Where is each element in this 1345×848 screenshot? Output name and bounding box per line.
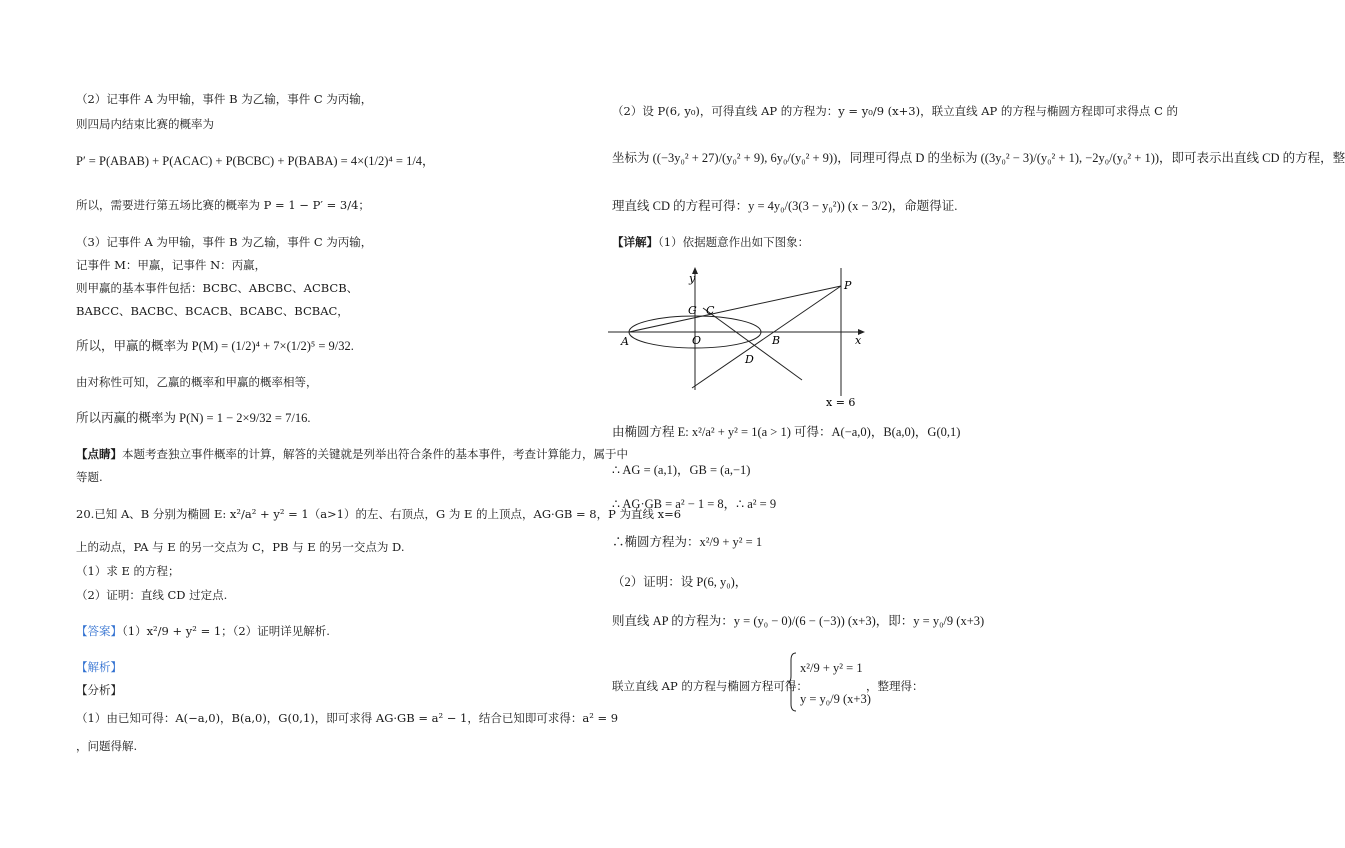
left-line-1: （2）记事件 A 为甲输，事件 B 为乙输，事件 C 为丙输，	[76, 92, 373, 106]
answer-line	[76, 623, 330, 639]
left-line-2: 则四局内结束比赛的概率为	[76, 117, 214, 131]
left-line-17: （2）证明：直线 CD 过定点.	[76, 588, 228, 602]
left-line-20: 【分析】	[76, 683, 122, 697]
label-b: B	[772, 334, 781, 347]
right-line-9: （2）证明：设 P(6, y₀)，	[612, 575, 748, 589]
system-eq-1: x²/9 + y² = 1	[800, 661, 863, 675]
left-line-4: 所以，需要进行第五场比赛的概率为 P = 1 − P′ = 3/4；	[76, 198, 370, 212]
label-line-x6: x = 6	[826, 396, 856, 409]
answer-tag: 【答案】	[76, 624, 122, 638]
detail-line	[612, 234, 809, 250]
line-pb	[692, 286, 841, 388]
left-comment-line	[76, 446, 628, 462]
label-a: A	[621, 335, 629, 348]
line-ap	[629, 286, 841, 332]
right-line-7: ∴ AG·GB = a² − 1 = 8，∴ a² = 9	[612, 497, 777, 511]
label-o: O	[692, 334, 702, 347]
system-brace-icon	[788, 652, 798, 712]
left-formula-pn: 所以丙赢的概率为 P(N) = 1 − 2×9/32 = 7/16.	[76, 411, 311, 425]
right-line-6: ∴ AG = (a,1)，GB = (a,−1)	[612, 463, 751, 477]
detail-text: （1）依据题意作出如下图象：	[658, 235, 810, 249]
label-x: x	[855, 334, 862, 347]
label-p: P	[844, 279, 852, 292]
left-line-13: 等题.	[76, 470, 103, 484]
right-line-cd: 理直线 CD 的方程可得：y = 4y₀/(3(3 − y₀²)) (x − 3/2)，命题得证.	[612, 199, 958, 213]
label-d: D	[745, 353, 754, 366]
label-c: C	[706, 304, 715, 317]
right-line-1: （2）设 P(6, y₀)，可得直线 AP 的方程为：y = y₀/9 (x+3)，联立直线 AP 的方程与椭圆方程即可求得点 C 的	[612, 104, 1179, 118]
ellipse-figure	[608, 268, 874, 410]
right-line-11: 联立直线 AP 的方程与椭圆方程可得：	[612, 679, 808, 693]
left-line-16: （1）求 E 的方程；	[76, 564, 180, 578]
left-line-10: 由对称性可知，乙赢的概率和甲赢的概率相等，	[76, 375, 318, 389]
system-eq-2: y = y₀/9 (x+3)	[800, 692, 871, 706]
line-cd	[703, 308, 802, 380]
right-line-11-end: ，整理得：	[866, 679, 924, 693]
answer-text: （1）x²/9 + y² = 1；（2）证明详见解析.	[122, 624, 330, 638]
right-line-5: 由椭圆方程 E: x²/a² + y² = 1(a > 1) 可得：A(−a,0)，B(a,0)，G(0,1)	[612, 425, 961, 439]
left-line-5: （3）记事件 A 为甲输，事件 B 为乙输，事件 C 为丙输，	[76, 235, 373, 249]
left-line-6: 记事件 M：甲赢，记事件 N：丙赢，	[76, 258, 267, 272]
comment-tag: 【点睛】	[76, 447, 122, 461]
right-line-10: 则直线 AP 的方程为：y = (y₀ − 0)/(6 − (−3)) (x+3)，即：y = y₀/9 (x+3)	[612, 614, 985, 628]
left-line-15: 上的动点，PA 与 E 的另一交点为 C，PB 与 E 的另一交点为 D.	[76, 540, 405, 554]
analysis-tag: 【解析】	[76, 660, 122, 674]
comment-text: 本题考查独立事件概率的计算，解答的关键就是列举出符合条件的基本事件，考查计算能力，属于中	[122, 447, 628, 461]
label-g: G	[688, 304, 697, 317]
problem-20-stem: 20.已知 A、B 分别为椭圆 E: x²/a² + y² = 1（a>1）的左、右顶点，G 为 E 的上顶点，AG·GB = 8，P 为直线 x=6	[76, 507, 682, 521]
left-line-7: 则甲赢的基本事件包括：BCBC、ABCBC、ACBCB、	[76, 281, 359, 295]
right-coords-c-d: 坐标为 ((−3y₀² + 27)/(y₀² + 9), 6y₀/(y₀² + 9))，同理可得点 D 的坐标为 ((3y₀² − 3)/(y₀² + 1), −2y₀/(y₀² + 1))，即可表示出直线 CD 的方程，整	[612, 151, 1345, 165]
left-formula-p-prime: P′ = P(ABAB) + P(ACAC) + P(BCBC) + P(BABA) = 4×(1/2)⁴ = 1/4，	[76, 154, 435, 168]
right-line-8: ∴椭圆方程为：x²/9 + y² = 1	[612, 535, 763, 549]
detail-tag: 【详解】	[612, 235, 658, 249]
left-line-8: BABCC、BACBC、BCACB、BCABC、BCBAC，	[76, 304, 349, 318]
left-formula-pm: 所以，甲赢的概率为 P(M) = (1/2)⁴ + 7×(1/2)⁵ = 9/32.	[76, 339, 354, 353]
left-line-21: （1）由已知可得：A(−a,0)，B(a,0)，G(0,1)，即可求得 AG·GB = a² − 1，结合已知即可求得：a² = 9	[76, 711, 619, 725]
left-line-22: ，问题得解.	[76, 739, 138, 753]
label-y: y	[689, 272, 696, 285]
